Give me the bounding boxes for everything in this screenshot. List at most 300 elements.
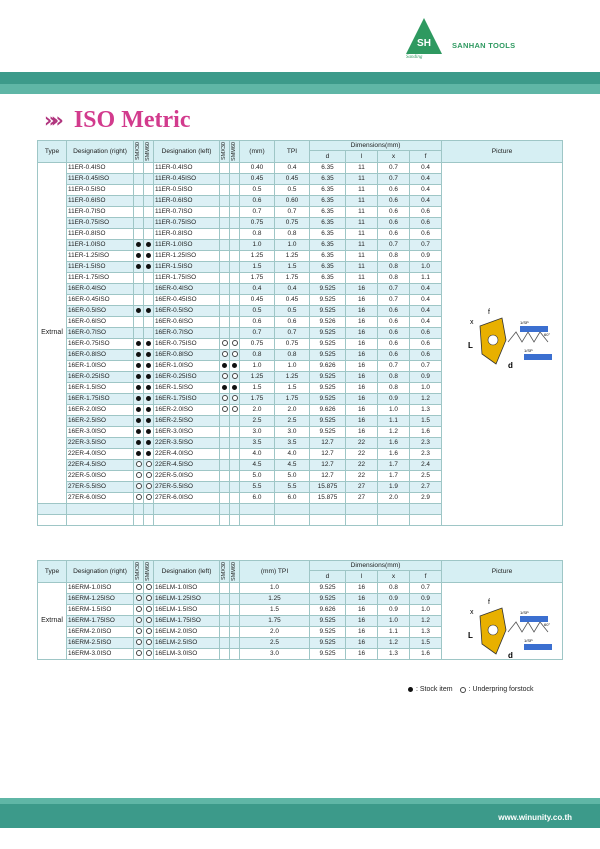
stock-dot-icon — [146, 396, 151, 401]
page-title: ISO Metric — [73, 106, 191, 133]
designation-right-cell: 16ER-0.6ISO — [67, 317, 134, 328]
header-grade-smm60: SMM60 — [145, 562, 151, 581]
designation-left-cell: 16ER-0.4ISO — [154, 284, 220, 295]
designation-left-cell: 22ER-4.5ISO — [154, 460, 220, 471]
grade-smx30-left-cell — [220, 493, 230, 504]
grade-smx30-cell — [134, 317, 144, 328]
underpring-dot-icon — [146, 461, 152, 467]
dim-f-cell: 2.4 — [410, 460, 442, 471]
dim-l-cell: 11 — [346, 163, 378, 174]
underpring-dot-icon — [222, 406, 228, 412]
stock-dot-icon — [136, 429, 141, 434]
grade-smx30-cell — [134, 251, 144, 262]
tpi-cell: 0.60 — [275, 196, 310, 207]
dim-l-cell: 11 — [346, 229, 378, 240]
grade-smx30-cell — [134, 383, 144, 394]
dim-f-cell: 1.3 — [410, 627, 442, 638]
dim-l-cell: 16 — [346, 616, 378, 627]
underpring-dot-icon — [146, 472, 152, 478]
dim-d-cell: 9.626 — [310, 361, 346, 372]
mm-cell: 2.5 — [240, 638, 310, 649]
dim-f-cell: 1.2 — [410, 616, 442, 627]
dim-l-cell: 22 — [346, 438, 378, 449]
grade-smm60-left-cell — [230, 306, 240, 317]
dim-f-cell: 1.0 — [410, 383, 442, 394]
dim-l-cell: 16 — [346, 427, 378, 438]
grade-smx30-left-cell — [220, 649, 230, 660]
header-f: f — [410, 571, 442, 583]
grade-smm60-cell — [144, 583, 154, 594]
grade-smm60-left-cell — [230, 482, 240, 493]
dim-x-cell: 0.6 — [378, 350, 410, 361]
dim-f-cell: 0.9 — [410, 251, 442, 262]
dim-l-cell: 11 — [346, 174, 378, 185]
grade-smx30-left-cell — [220, 460, 230, 471]
designation-right-cell: 27ER-6.0ISO — [67, 493, 134, 504]
dim-x-cell: 1.7 — [378, 471, 410, 482]
stock-dot-icon — [136, 253, 141, 258]
grade-smx30-cell — [134, 583, 144, 594]
grade-smm60-cell — [144, 218, 154, 229]
dim-f-cell: 2.7 — [410, 482, 442, 493]
designation-right-cell: 22ER-4.0ISO — [67, 449, 134, 460]
grade-smx30-left-cell — [220, 361, 230, 372]
dim-l-cell: 11 — [346, 218, 378, 229]
grade-smm60-cell — [144, 251, 154, 262]
grade-smm60-cell — [144, 350, 154, 361]
dim-d-cell: 6.35 — [310, 163, 346, 174]
dim-d-cell: 9.525 — [310, 394, 346, 405]
dim-f-cell: 0.4 — [410, 317, 442, 328]
grade-smm60-cell — [144, 460, 154, 471]
header-grade-smm60-left: SMM60 — [231, 562, 237, 581]
dim-f-cell: 0.4 — [410, 174, 442, 185]
grade-smm60-cell — [144, 482, 154, 493]
stock-dot-icon — [136, 440, 141, 445]
dim-d-cell: 6.35 — [310, 262, 346, 273]
grade-smx30-left-cell — [220, 438, 230, 449]
dim-d-label: d — [508, 651, 513, 660]
grade-smx30-cell — [134, 427, 144, 438]
mm-cell: 1.0 — [240, 361, 275, 372]
grade-smm60-cell — [144, 427, 154, 438]
grade-smm60-left-cell — [230, 185, 240, 196]
grade-smm60-left-cell — [230, 328, 240, 339]
dim-l-cell: 16 — [346, 284, 378, 295]
grade-smx30-cell — [134, 449, 144, 460]
dim-d-cell: 9.525 — [310, 594, 346, 605]
stock-dot-icon — [222, 385, 227, 390]
grade-smm60-cell — [144, 416, 154, 427]
dim-l-cell: 11 — [346, 196, 378, 207]
grade-smx30-cell — [134, 284, 144, 295]
grade-smx30-cell — [134, 240, 144, 251]
stock-dot-icon — [136, 242, 141, 247]
tpi-cell: 3.0 — [275, 427, 310, 438]
grade-smx30-cell — [134, 594, 144, 605]
stock-dot-icon — [136, 341, 141, 346]
dim-d-cell: 9.525 — [310, 350, 346, 361]
table-row — [38, 163, 563, 174]
mm-cell: 3.0 — [240, 427, 275, 438]
angle-label: 60° — [544, 332, 551, 337]
grade-smx30-left-cell — [220, 306, 230, 317]
stock-dot-icon — [146, 308, 151, 313]
stock-dot-icon — [146, 440, 151, 445]
dim-l-cell: 16 — [346, 361, 378, 372]
dim-d-cell: 12.7 — [310, 438, 346, 449]
dim-d-cell: 9.525 — [310, 638, 346, 649]
dim-l-cell: 16 — [346, 394, 378, 405]
tpi-cell: 1.5 — [275, 262, 310, 273]
grade-smm60-left-cell — [230, 273, 240, 284]
designation-left-cell: 16ELM-2.0ISO — [154, 627, 220, 638]
dim-d-cell: 9.626 — [310, 605, 346, 616]
dim-f-cell: 0.7 — [410, 583, 442, 594]
dim-f-label: f — [488, 599, 490, 606]
dim-l-cell: 16 — [346, 328, 378, 339]
grade-smm60-left-cell — [230, 605, 240, 616]
grade-smm60-cell — [144, 438, 154, 449]
grade-smx30-cell — [134, 471, 144, 482]
designation-right-cell: 11ER-0.6ISO — [67, 196, 134, 207]
grade-smm60-left-cell — [230, 493, 240, 504]
dim-x-cell: 0.9 — [378, 394, 410, 405]
mm-cell: 1.75 — [240, 273, 275, 284]
grade-smm60-cell — [144, 383, 154, 394]
dim-d-cell: 9.525 — [310, 649, 346, 660]
header-band — [0, 72, 600, 94]
grade-smm60-left-cell — [230, 649, 240, 660]
mm-cell: 1.0 — [240, 583, 310, 594]
dim-d-cell: 6.35 — [310, 185, 346, 196]
dim-x-cell: 0.7 — [378, 361, 410, 372]
grade-smx30-cell — [134, 185, 144, 196]
underpring-dot-icon — [146, 617, 152, 623]
dim-l-cell: 11 — [346, 262, 378, 273]
dim-x-cell: 0.6 — [378, 306, 410, 317]
dim-l-cell: 22 — [346, 460, 378, 471]
footer-url[interactable]: www.winunity.co.th — [498, 813, 572, 822]
designation-left-cell: 16ELM-3.0ISO — [154, 649, 220, 660]
stock-dot-icon — [146, 264, 151, 269]
dim-d-cell: 9.525 — [310, 616, 346, 627]
stock-dot-icon — [146, 242, 151, 247]
dim-x-cell: 0.6 — [378, 317, 410, 328]
header-grade-smx30-left: SMX30 — [221, 142, 227, 161]
dim-d-label: d — [508, 361, 513, 370]
tpi-cell: 6.0 — [275, 493, 310, 504]
underpring-dot-icon — [136, 606, 142, 612]
designation-left-cell: 16ELM-1.0ISO — [154, 583, 220, 594]
grade-smx30-cell — [134, 163, 144, 174]
grade-smm60-left-cell — [230, 616, 240, 627]
dim-x-cell: 1.6 — [378, 438, 410, 449]
dim-d-cell: 9.525 — [310, 416, 346, 427]
dim-l-cell: 11 — [346, 273, 378, 284]
dim-x-cell: 1.2 — [378, 638, 410, 649]
dim-f-cell: 0.4 — [410, 163, 442, 174]
dim-d-cell: 9.525 — [310, 583, 346, 594]
dim-d-cell: 15.875 — [310, 493, 346, 504]
grade-smm60-left-cell — [230, 262, 240, 273]
header-tpi: TPI — [275, 141, 310, 163]
designation-right-cell: 16ERM-1.25ISO — [67, 594, 134, 605]
dim-l-cell: 22 — [346, 471, 378, 482]
grade-smx30-left-cell — [220, 627, 230, 638]
grade-smm60-left-cell — [230, 638, 240, 649]
dim-d-cell: 6.35 — [310, 207, 346, 218]
stock-dot-icon — [136, 352, 141, 357]
dim-l-cell: 11 — [346, 240, 378, 251]
dim-l-cell: 16 — [346, 306, 378, 317]
dim-f-cell: 1.2 — [410, 394, 442, 405]
grade-smm60-left-cell — [230, 350, 240, 361]
stock-dot-icon — [136, 418, 141, 423]
dim-x-cell: 1.1 — [378, 416, 410, 427]
dim-l-cell: 16 — [346, 638, 378, 649]
dim-l-label: L — [468, 341, 473, 350]
designation-right-cell: 22ER-5.0ISO — [67, 471, 134, 482]
underpring-dot-icon — [136, 617, 142, 623]
header-l: l — [346, 571, 378, 583]
designation-right-cell: 11ER-1.0ISO — [67, 240, 134, 251]
designation-left-cell: 16ER-1.75ISO — [154, 394, 220, 405]
mm-cell: 1.0 — [240, 240, 275, 251]
tpi-cell: 4.0 — [275, 449, 310, 460]
dim-x-cell: 0.6 — [378, 328, 410, 339]
dim-f-cell: 1.3 — [410, 405, 442, 416]
mm-cell: 0.5 — [240, 185, 275, 196]
dim-l-cell: 16 — [346, 405, 378, 416]
grade-smx30-left-cell — [220, 207, 230, 218]
grade-smx30-left-cell — [220, 372, 230, 383]
dim-x-label: x — [470, 319, 474, 326]
insert-diagram-1 — [462, 302, 558, 374]
grade-smm60-left-cell — [230, 405, 240, 416]
designation-right-cell: 16ER-1.5ISO — [67, 383, 134, 394]
designation-right-cell: 16ERM-1.5ISO — [67, 605, 134, 616]
dim-x-cell: 0.8 — [378, 372, 410, 383]
dim-x-cell: 0.7 — [378, 295, 410, 306]
mm-cell: 0.6 — [240, 317, 275, 328]
dim-x-cell: 0.9 — [378, 605, 410, 616]
grade-smm60-left-cell — [230, 251, 240, 262]
grade-smx30-left-cell — [220, 616, 230, 627]
header-type: Type — [38, 141, 67, 163]
dim-x-cell: 0.6 — [378, 185, 410, 196]
mm-cell: 2.5 — [240, 416, 275, 427]
dim-f-cell: 0.9 — [410, 594, 442, 605]
dim-x-cell: 0.6 — [378, 218, 410, 229]
underpring-dot-icon — [136, 483, 142, 489]
grade-smx30-left-cell — [220, 251, 230, 262]
stock-dot-icon — [146, 363, 151, 368]
dim-l-cell: 27 — [346, 482, 378, 493]
mm-cell: 0.45 — [240, 174, 275, 185]
designation-right-cell: 16ER-1.75ISO — [67, 394, 134, 405]
dim-f-cell: 0.9 — [410, 372, 442, 383]
dim-d-cell: 6.35 — [310, 251, 346, 262]
underpring-dot-icon — [222, 395, 228, 401]
dim-l-cell: 16 — [346, 605, 378, 616]
designation-right-cell: 22ER-3.5ISO — [67, 438, 134, 449]
tpi-cell: 0.7 — [275, 328, 310, 339]
designation-left-cell: 16ER-1.5ISO — [154, 383, 220, 394]
designation-left-cell: 16ER-0.8ISO — [154, 350, 220, 361]
mm-cell: 0.75 — [240, 339, 275, 350]
dim-d-cell: 12.7 — [310, 449, 346, 460]
header-mm-tpi: (mm) TPI — [240, 561, 310, 583]
grade-smm60-left-cell — [230, 471, 240, 482]
grade-smx30-left-cell — [220, 394, 230, 405]
grade-smm60-cell — [144, 627, 154, 638]
grade-smm60-cell — [144, 339, 154, 350]
tpi-cell: 0.5 — [275, 306, 310, 317]
designation-right-cell: 11ER-1.25ISO — [67, 251, 134, 262]
mm-cell: 4.0 — [240, 449, 275, 460]
grade-smx30-cell — [134, 218, 144, 229]
tpi-cell: 0.8 — [275, 350, 310, 361]
dim-f-cell: 0.6 — [410, 328, 442, 339]
tpi-cell: 0.4 — [275, 163, 310, 174]
grade-smx30-left-cell — [220, 350, 230, 361]
designation-right-cell: 16ER-0.4ISO — [67, 284, 134, 295]
grade-smx30-left-cell — [220, 594, 230, 605]
grade-smx30-cell — [134, 638, 144, 649]
mm-cell: 6.0 — [240, 493, 275, 504]
grade-smm60-cell — [144, 638, 154, 649]
grade-smm60-cell — [144, 240, 154, 251]
designation-left-cell: 11ER-0.7ISO — [154, 207, 220, 218]
pitch-top-label: 1/SP — [520, 320, 529, 325]
header-picture: Picture — [442, 561, 563, 583]
tpi-cell: 0.75 — [275, 339, 310, 350]
grade-smm60-cell — [144, 229, 154, 240]
dim-l-cell: 27 — [346, 493, 378, 504]
dim-f-cell: 0.4 — [410, 196, 442, 207]
pitch-bottom-label: 1/SP — [524, 638, 533, 643]
grade-smx30-cell — [134, 493, 144, 504]
dim-d-cell: 9.525 — [310, 284, 346, 295]
dim-f-cell: 0.4 — [410, 185, 442, 196]
grade-smm60-cell — [144, 174, 154, 185]
stock-dot-icon — [136, 385, 141, 390]
header-picture: Picture — [442, 141, 563, 163]
dim-f-cell: 0.4 — [410, 284, 442, 295]
dim-d-cell: 9.626 — [310, 405, 346, 416]
grade-smx30-cell — [134, 416, 144, 427]
tpi-cell: 1.0 — [275, 361, 310, 372]
designation-left-cell: 16ER-0.45ISO — [154, 295, 220, 306]
dim-f-cell: 1.0 — [410, 262, 442, 273]
stock-dot-icon — [232, 385, 237, 390]
designation-left-cell: 11ER-0.6ISO — [154, 196, 220, 207]
dim-f-label: f — [488, 309, 490, 316]
grade-smm60-cell — [144, 616, 154, 627]
mm-cell: 1.5 — [240, 262, 275, 273]
dim-l-cell: 16 — [346, 317, 378, 328]
tpi-cell: 5.0 — [275, 471, 310, 482]
designation-left-cell: 16ER-0.75ISO — [154, 339, 220, 350]
mm-cell: 0.6 — [240, 196, 275, 207]
designation-right-cell: 16ER-0.25ISO — [67, 372, 134, 383]
header-dimensions: Dimensions(mm) — [310, 561, 442, 571]
grade-smx30-left-cell — [220, 583, 230, 594]
designation-right-cell: 16ER-0.8ISO — [67, 350, 134, 361]
dim-d-cell: 6.35 — [310, 229, 346, 240]
pitch-top-label: 1/SP — [520, 610, 529, 615]
mm-cell: 5.0 — [240, 471, 275, 482]
grade-smm60-left-cell — [230, 460, 240, 471]
header-l: l — [346, 151, 378, 163]
stock-dot-icon — [146, 374, 151, 379]
designation-right-cell: 11ER-0.4ISO — [67, 163, 134, 174]
dim-l-cell: 16 — [346, 339, 378, 350]
grade-smx30-cell — [134, 616, 144, 627]
underpring-dot-icon — [146, 639, 152, 645]
dim-x-label: x — [470, 609, 474, 616]
grade-smm60-cell — [144, 449, 154, 460]
dim-d-cell: 9.526 — [310, 317, 346, 328]
grade-smm60-cell — [144, 317, 154, 328]
grade-smm60-left-cell — [230, 174, 240, 185]
dim-x-cell: 0.8 — [378, 251, 410, 262]
grade-smm60-left-cell — [230, 594, 240, 605]
header-mm: (mm) — [240, 141, 275, 163]
underpring-dot-icon — [146, 606, 152, 612]
underpring-dot-icon — [232, 373, 238, 379]
grade-smm60-left-cell — [230, 196, 240, 207]
dim-f-cell: 0.6 — [410, 218, 442, 229]
grade-smx30-cell — [134, 174, 144, 185]
dim-l-label: L — [468, 631, 473, 640]
header-grade-smx30-left: SMX30 — [221, 562, 227, 581]
dim-l-cell: 11 — [346, 207, 378, 218]
grade-smx30-left-cell — [220, 163, 230, 174]
underpring-dot-icon — [136, 639, 142, 645]
designation-right-cell: 16ER-0.45ISO — [67, 295, 134, 306]
designation-right-cell: 11ER-0.7ISO — [67, 207, 134, 218]
grade-smx30-cell — [134, 605, 144, 616]
designation-left-cell: 11ER-1.75ISO — [154, 273, 220, 284]
grade-smm60-left-cell — [230, 163, 240, 174]
grade-smm60-cell — [144, 405, 154, 416]
dim-d-cell: 9.525 — [310, 306, 346, 317]
designation-right-cell: 11ER-0.75ISO — [67, 218, 134, 229]
mm-cell: 3.5 — [240, 438, 275, 449]
underpring-dot-icon — [136, 584, 142, 590]
grade-smx30-left-cell — [220, 482, 230, 493]
dim-l-cell: 16 — [346, 350, 378, 361]
dim-l-cell: 16 — [346, 649, 378, 660]
grade-smm60-cell — [144, 295, 154, 306]
mm-cell: 5.5 — [240, 482, 275, 493]
grade-smm60-cell — [144, 372, 154, 383]
grade-smx30-cell — [134, 361, 144, 372]
dim-f-cell: 0.6 — [410, 207, 442, 218]
grade-smm60-left-cell — [230, 339, 240, 350]
grade-smx30-cell — [134, 460, 144, 471]
grade-smm60-left-cell — [230, 317, 240, 328]
pitch-bottom-label: 1/SP — [524, 348, 533, 353]
designation-right-cell: 16ERM-2.0ISO — [67, 627, 134, 638]
designation-left-cell: 11ER-1.5ISO — [154, 262, 220, 273]
designation-left-cell: 11ER-0.4ISO — [154, 163, 220, 174]
dim-d-cell: 15.875 — [310, 482, 346, 493]
grade-smx30-left-cell — [220, 317, 230, 328]
tpi-cell: 0.45 — [275, 295, 310, 306]
